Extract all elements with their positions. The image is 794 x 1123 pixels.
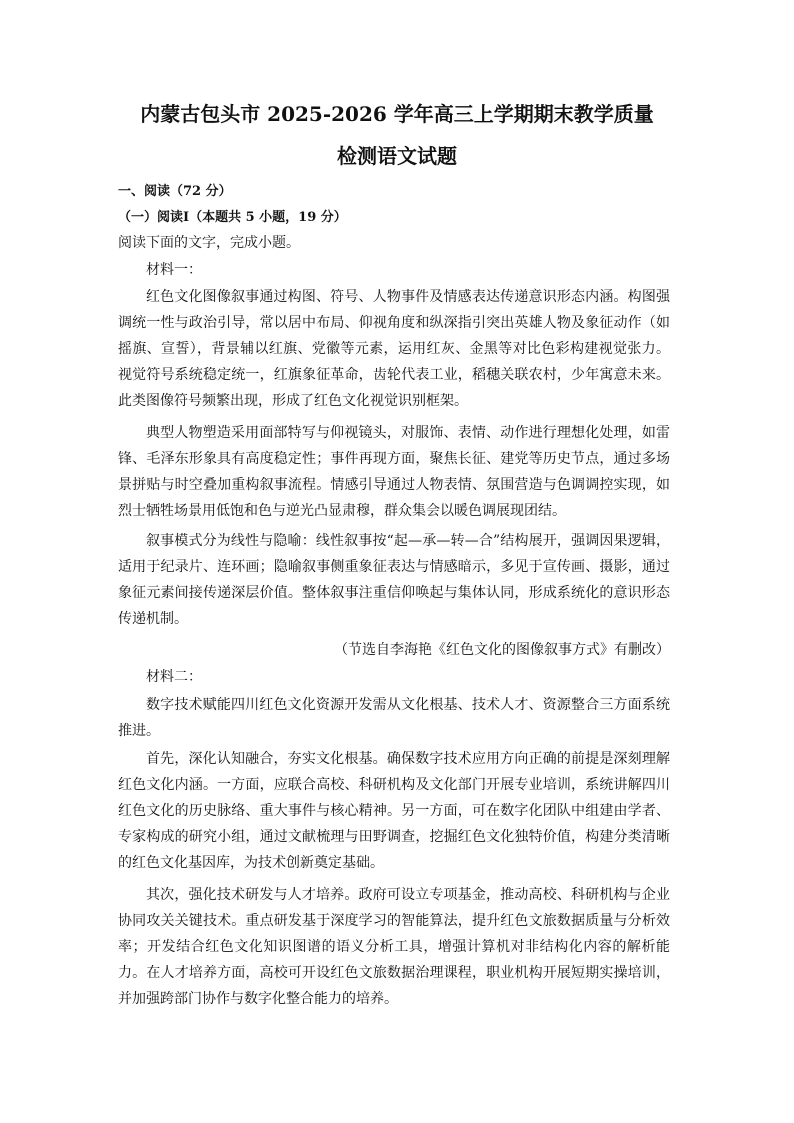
material1-paragraph-2: 典型人物塑造采用面部特写与仰视镜头，对服饰、表情、动作进行理想化处理，如雷锋、毛泽东形象具有高度稳定性；事件再现方面，聚焦长征、建党等历史节点，通过多场景拼贴与时空叠加重构叙事流程。情感引导通过人物表情、氛围营造与色调调控实现，如烈士牺牲场景用低饱和色与逆光凸显肃穆，群众集会以暖色调展现团结。: [118, 425, 670, 519]
material2-paragraph-2: 首先，深化认知融合，夯实文化根基。确保数字技术应用方向正确的前提是深刻理解红色文化内涵。一方面，应联合高校、科研机构及文化部门开展专业培训，系统讲解四川红色文化的历史脉络、重大事件与核心精神。另一方面，可在数字化团队中组建由学者、专家构成的研究小组，通过文献梳理与田野调查，挖掘红色文化独特价值，构建分类清晰的红色文化基因库，为技术创新奠定基础。: [118, 751, 670, 871]
material2-paragraph-3: 其次，强化技术研发与人才培养。政府可设立专项基金，推动高校、科研机构与企业协同攻关关键技术。重点研发基于深度学习的智能算法，提升红色文旅数据质量与分析效率；开发结合红色文化知识图谱的语义分析工具，增强计算机对非结构化内容的解析能力。在人才培养方面，高校可开设红色文旅数据治理课程，职业机构开展短期实操培训，并加强跨部门协作与数字化整合能力的培养。: [118, 887, 670, 1007]
material1-label: 材料一：: [146, 262, 202, 278]
exam-title-line1: 内蒙古包头市 2025-2026 学年高三上学期期末教学质量: [140, 102, 654, 126]
instruction-text: 阅读下面的文字，完成小题。: [118, 235, 300, 251]
exam-title-line2: 检测语文试题: [337, 144, 457, 168]
section-heading: 一、阅读（72 分）: [118, 184, 232, 199]
material1-paragraph-1: 红色文化图像叙事通过构图、符号、人物事件及情感表达传递意识形态内涵。构图强调统一性与政治引导，常以居中布局、仰视角度和纵深指引突出英雄人物及象征动作（如摇旗、宣誓），背景辅以红旗、党徽等元素，运用红灰、金黑等对比色彩构建视觉张力。视觉符号系统稳定统一，红旗象征革命，齿轮代表工业，稻穗关联农村，少年寓意未来。此类图像符号频繁出现，形成了红色文化视觉识别框架。: [118, 289, 670, 409]
material2-label: 材料二：: [146, 669, 202, 685]
subsection-heading: （一）阅读Ⅰ（本题共 5 小题，19 分）: [118, 210, 347, 225]
material1-paragraph-3: 叙事模式分为线性与隐喻：线性叙事按“起—承—转—合”结构展开，强调因果逻辑，适用于纪录片、连环画；隐喻叙事侧重象征表达与情感暗示，多见于宣传画、摄影，通过象征元素间接传递深层价值。整体叙事注重信仰唤起与集体认同，形成系统化的意识形态传递机制。: [118, 533, 670, 627]
material1-source: （节选自李海艳《红色文化的图像叙事方式》有删改）: [334, 642, 670, 658]
material2-paragraph-1: 数字技术赋能四川红色文化资源开发需从文化根基、技术人才、资源整合三方面系统推进。: [118, 697, 670, 739]
